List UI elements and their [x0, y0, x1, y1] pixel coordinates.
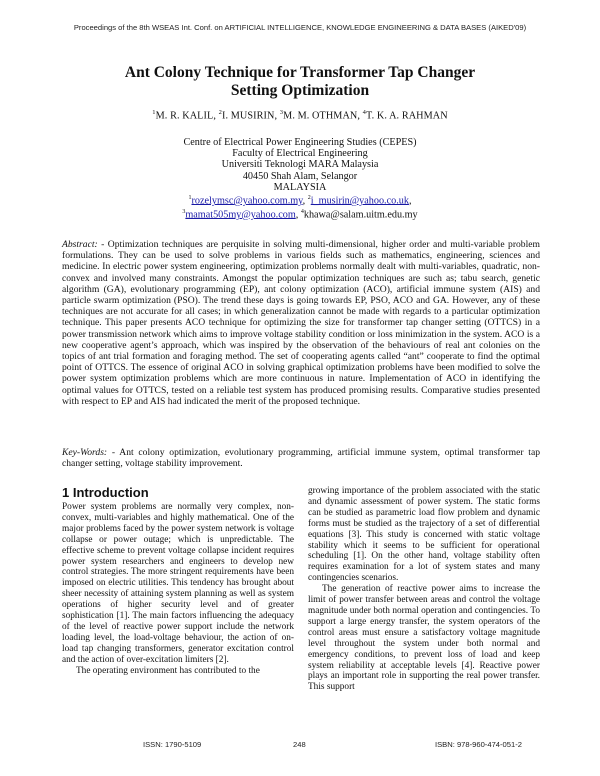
author-1-marker: 1: [152, 109, 156, 116]
email-link-2[interactable]: i_musirin@yahoo.co.uk: [310, 195, 409, 207]
paper-title-line2: Setting Optimization: [230, 82, 370, 99]
affiliation-centre: Centre of Electrical Power Engineering Studies (CEPES): [183, 137, 417, 148]
author-list: [0, 109, 600, 121]
abstract-label: Abstract:: [62, 239, 98, 250]
footer-page-number: 248: [293, 740, 306, 749]
abstract: [62, 239, 540, 407]
affiliation-country: MALAYSIA: [273, 181, 327, 193]
author-4-marker: 4: [362, 109, 367, 116]
affiliation-block: [0, 137, 600, 220]
right-paragraph-1: growing importance of the problem associated with the static and dynamic assessment of power system. The static forms can be studied as parametric load flow problem and dynamic forms must be studied as the trajectory of a set of differential equations [3]. This study is concerned with static voltage stability which it seems to be sufficient for operational scheduling [1]. On the other hand, voltage stability often requires examination for a lot of system states and many contingencies scenarios.: [308, 486, 540, 584]
proceedings-header: Proceedings of the 8th WSEAS Int. Conf. on ARTIFICIAL INTELLIGENCE, KNOWLEDGE ENGINEERING & DATA BASES (AIKED'09): [73, 23, 527, 32]
left-paragraph-1: Power system problems are normally very complex, non-convex, multi-variables and highly mathematical. One of the major problems faced by the power system network is voltage collapse or power outage; which is unpredictable. The effective scheme to prevent voltage collapse incident requires power system researchers and engineers to develop new control strategies. The more stringent requirements have been imposed on electric utilities. This tendency has brought about sheer necessity of attaining system planning as well as system operations of higher security level and of greater sophistication [1]. The main factors influencing the adequacy of the level of reactive power support include the network loading level, the load-voltage behaviour, the action of on-load tap changing transformers, generator excitation control and the action of over-excitation limiters [2].: [62, 502, 294, 665]
email-4-marker: 4: [300, 208, 304, 215]
email-line-2: [0, 207, 600, 221]
right-column: [308, 486, 540, 693]
left-paragraph-2: The operating environment has contributed to the: [76, 665, 260, 676]
keywords-text: - Ant colony optimization, evolutionary programming, artificial immune system, optimal transformer tap changer setting, voltage stability improvement.: [62, 447, 540, 470]
paper-title: [0, 64, 600, 100]
affiliation-university: Universiti Teknologi MARA Malaysia: [221, 159, 379, 171]
affiliation-faculty: Faculty of Electrical Engineering: [232, 148, 368, 160]
footer-isbn: ISBN: 978-960-474-051-2: [435, 740, 522, 749]
author-2-marker: 2: [218, 109, 222, 116]
author-3-marker: 3: [279, 109, 284, 116]
section-heading-introduction: 1 Introduction: [62, 485, 149, 500]
email-link-1[interactable]: rozelymsc@yahoo.com.my: [191, 195, 303, 207]
author-1-name: M. R. KALIL,: [155, 110, 219, 122]
email-separator-2: ,: [408, 195, 412, 207]
email-separator-3: ,: [295, 209, 301, 220]
right-paragraph-2: The generation of reactive power aims to increase the limit of power transfer between areas and control the voltage magnitude under both normal operation and contingencies. To support a large energy transfer, the system operators of the control areas must ensure a satisfactory voltage magnitude level throughout the system under both normal and emergency conditions, to prevent loss of load and keep system reliability at acceptable levels [4]. Reactive power plays an important role in supporting the real power transfer. This support: [308, 584, 540, 693]
email-link-3[interactable]: mamat505my@yahoo.com: [185, 209, 296, 220]
email-3-marker: 3: [182, 208, 186, 215]
abstract-text: - Optimization techniques are perquisite in solving multi-dimensional, higher order and multi-variable problem formulations. They can be used to solve problems in various fields such as mathematics, engineering, sciences and medicine. In electric power system engineering, optimization problems normally dealt with multi-variables, quadratic, non-convex and involved many constraints. Amongst the popular optimization techniques are such as; tabu search, genetic algorithm (GA), evolutionary programming (EP), ant colony optimization (ACO), artificial immune system (AIS) and particle swarm optimization (PSO). The trend these days is going towards EP, PSO, ACO and GA. However, any of these techniques are not accurate for all cases; in which generalization cannot be made with regards to a particular optimization technique. This paper presents ACO technique for optimizing the size for transformer tap changer setting (OTTCS) in a power transmission network which aims to improve voltage stability condition or loss minimization in the system. ACO is a new cooperative agent’s approach, which was inspired by the observation of the behaviours of real ant colonies on the topics of ant trial formation and foraging method. The set of cooperating agents called “ant” cooperate to find the optimal point of OTTCS. The essence of original ACO in solving graphical optimization problems have been modified to solve the power system optimization problems which are more continuous in nature. Implementation of ACO in identifying the optimal values for OTTCS, tested on a reliable test system has produced promising results. Comparative studies presented with respect to EP and AIS had indicated the merit of the proposed technique.: [62, 239, 540, 407]
keywords-label: Key-Words:: [62, 447, 108, 458]
footer-issn: ISSN: 1790-5109: [143, 740, 202, 749]
left-column: [62, 486, 294, 677]
author-2-name: I. MUSIRIN,: [221, 110, 280, 122]
author-4-name: T. K. A. RAHMAN: [366, 110, 448, 122]
email-1-marker: 1: [188, 195, 192, 202]
email-4-text: khawa@salam.uitm.edu.my: [303, 209, 418, 220]
keywords: [62, 447, 540, 469]
author-3-name: M. M. OTHMAN,: [283, 110, 363, 122]
email-separator-1: ,: [302, 195, 308, 207]
paper-title-line1: Ant Colony Technique for Transformer Tap Changer: [124, 64, 476, 81]
email-line-1: [0, 193, 600, 207]
affiliation-address: 40450 Shah Alam, Selangor: [242, 170, 358, 182]
email-2-marker: 2: [307, 195, 311, 202]
